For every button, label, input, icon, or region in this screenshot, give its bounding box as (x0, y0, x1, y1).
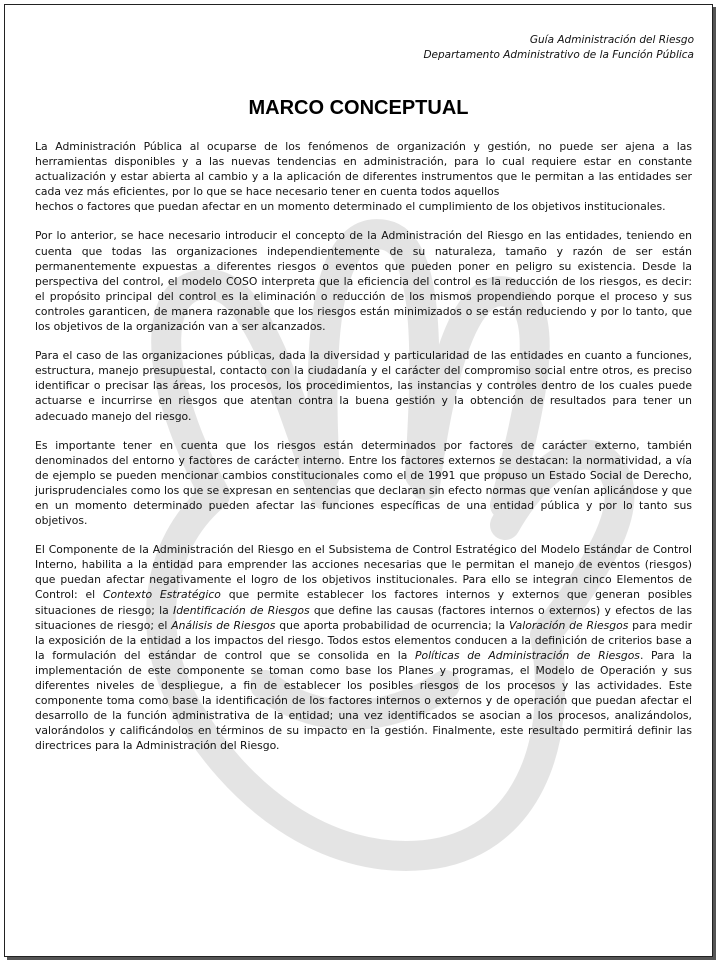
paragraph-5-text: que define las causas (factores internos o externos) y efectos de las situaciones de riesgo; el (35, 603, 692, 632)
document-body (35, 139, 692, 767)
paragraph-5 (35, 542, 692, 753)
term-analisis-riesgos: Análisis de Riesgos (171, 618, 276, 632)
paragraph-3: Para el caso de las organizaciones públicas, dada la diversidad y particularidad de las entidades en cuanto a funciones, estructura, manejo presupuestal, contacto con la ciudadanía y el carácter del compromiso social entre otros, es preciso identificar o precisar las áreas, los procesos, los procedimientos, las instancias y controles dentro de los cuales puede actuarse e incurrirse en riesgos que atentan contra la buena gestión y la obtención de resultados para tener un adecuado manejo del riesgo. (35, 349, 692, 423)
paragraph-5-text: para medir la exposición de la entidad a los impactos del riesgo. Todos estos elementos conducen a la definición de criterios base a la formulación del estándar de control que se consolida en la (35, 618, 693, 662)
paragraph-5-text: que aporta probabilidad de ocurrencia; la (275, 618, 509, 632)
paragraph-5-text: El Componente de la Administración del Riesgo en el Subsistema de Control Estratégico del Modelo Estándar de Control Interno, habilita a la entidad para emprender las acciones necesarias que le permitan el manejo de eventos (riesgos) que puedan afectar negativamente el logro de los objetivos institucionales. Para ello se integran cinco Elementos de Control: el (35, 543, 692, 602)
term-contexto-estrategico: Contexto Estratégico (102, 588, 221, 602)
paragraph-5-text: . Para la implementación de este componente se toman como base los Planes y programas, el Modelo de Operación y sus diferentes niveles de despliegue, a fin de establecer los posibles riesgos de los procesos y las actividades. Este componente toma como base la identificación de los factores internos o externos y de operación que puedan afectar el desarrollo de la función administrativa de la entidad; una vez identificados se asocian a los procesos, analizándolos, valorándolos y calificándolos en términos de su impacto en la gestión. Finalmente, este resultado permitirá definir las directrices para la Administración del Riesgo. (35, 648, 693, 753)
term-valoracion-riesgos: Valoración de Riesgos (508, 618, 629, 632)
paragraph-5-text: que permite establecer los factores internos y externos que generan posibles situaciones de riesgo; la (35, 588, 692, 617)
term-politicas-administracion: Políticas de Administración de Riesgos (415, 648, 640, 662)
paragraph-4: Es importante tener en cuenta que los riesgos están determinados por factores de carácter externo, también denominados del entorno y factores de carácter interno. Entre los factores externos se destacan: la normatividad, a vía de ejemplo se pueden mencionar cambios constitucionales como el de 1991 que propuso un Estado Social de Derecho, jurisprudenciales como los que se expresan en sentencias que declaran sin efecto normas que venían aplicándose y que en un momento determinado pueden afectar las funciones específicas de una entidad pública y por lo tanto sus objetivos. (35, 438, 692, 528)
document-header (423, 33, 694, 63)
term-identificacion-riesgos: Identificación de Riesgos (173, 603, 310, 617)
header-guide-title: Guía Administración del Riesgo (529, 34, 694, 46)
paragraph-2: Por lo anterior, se hace necesario introducir el concepto de la Administración del Riesgo en las entidades, teniendo en cuenta que todas las organizaciones independientemente de su naturaleza, tamaño y razón de ser están permanentemente expuestas a diferentes riesgos o eventos que pueden poner en peligro su existencia. Desde la perspectiva del control, el modelo COSO interpreta que la eficiencia del control es la reducción de los riesgos, es decir: el propósito principal del control es la eliminación o reducción de los mismos propendiendo porque el proceso y sus controles garanticen, de manera razonable que los riesgos están minimizados o se están reduciendo y por lo tanto, que los objetivos de la organización van a ser alcanzados. (35, 229, 692, 334)
header-department: Departamento Administrativo de la Función Pública (423, 49, 694, 61)
paragraph-1a: La Administración Pública al ocuparse de los fenómenos de organización y gestión, no puede ser ajena a las herramientas disponibles y a las nuevas tendencias en administración, para lo cual requiere estar en constante actualización y estar abierta al cambio y a la aplicación de diferentes instrumentos que le permitan a las entidades ser cada vez más eficientes, por lo que se hace necesario tener en cuenta todos aquellos (35, 140, 692, 199)
document-page (4, 4, 713, 957)
page-title: MARCO CONCEPTUAL (248, 97, 469, 119)
paragraph-1b: hechos o factores que puedan afectar en un momento determinado el cumplimiento de los objetivos institucionales. (35, 200, 666, 214)
